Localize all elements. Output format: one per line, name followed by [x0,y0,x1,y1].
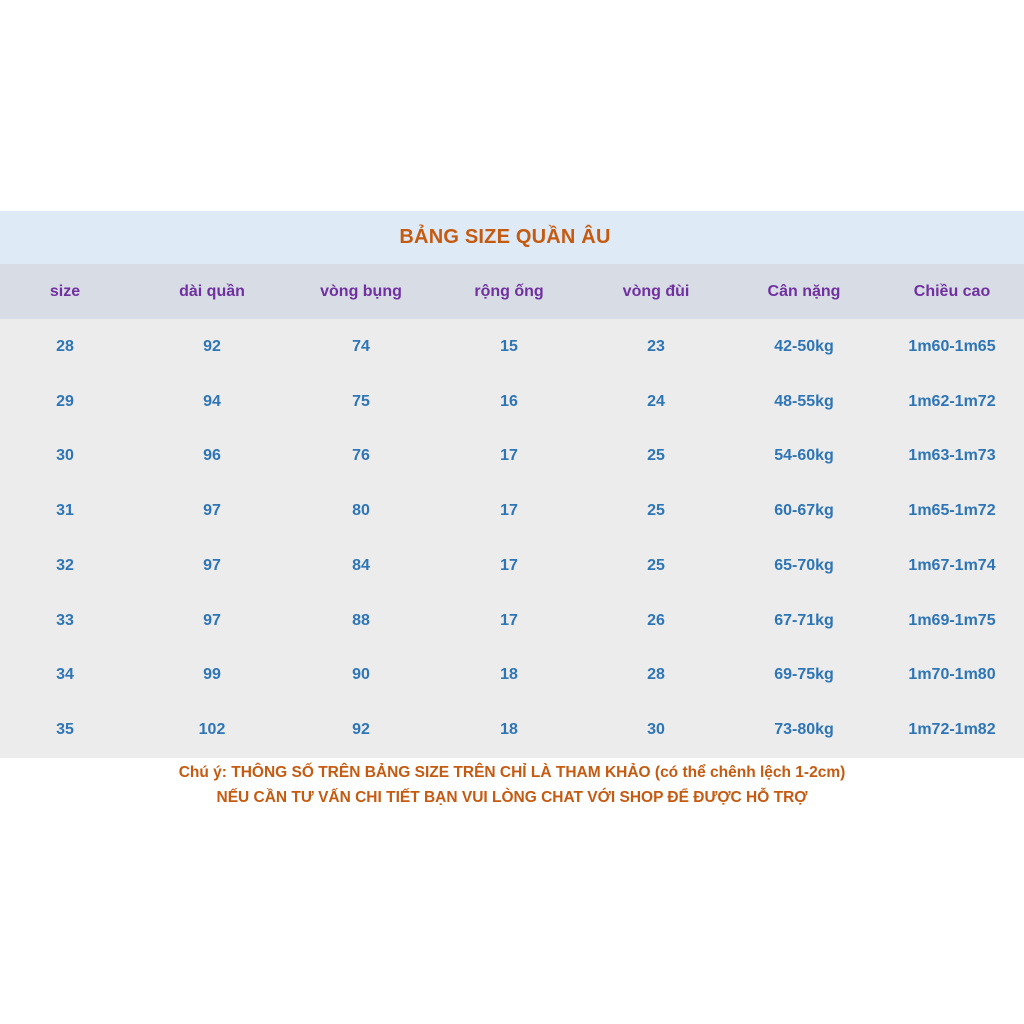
table-row [0,556,1024,576]
table-cell: 94 [203,392,221,410]
table-row [0,665,1024,685]
table-cell: 17 [500,447,518,465]
table-cell: 90 [352,666,370,684]
column-header: rộng ống [474,283,544,300]
table-cell: 73-80kg [774,720,834,738]
table-cell: 42-50kg [774,338,834,355]
table-cell: 33 [56,611,74,629]
table-cell: 1m69-1m75 [908,611,996,629]
table-cell: 30 [647,720,665,738]
table-cell: 16 [500,392,518,410]
table-cell: 67-71kg [774,611,834,629]
table-cell: 92 [203,338,221,355]
table-cell: 88 [352,611,370,629]
table-cell: 75 [352,392,370,410]
table-cell: 48-55kg [774,392,834,410]
note-line-2: NẾU CẦN TƯ VẤN CHI TIẾT BẠN VUI LÒNG CHAT VỚI SHOP ĐỂ ĐƯỢC HỖ TRỢ [216,789,808,806]
table-cell: 76 [352,447,370,465]
table-cell: 96 [203,447,221,465]
table-cell: 1m63-1m73 [908,447,996,465]
table-title: BẢNG SIZE QUẦN ÂU [399,226,611,248]
table-cell: 17 [500,502,518,520]
table-cell: 92 [352,720,370,738]
table-cell: 1m65-1m72 [908,502,996,520]
table-cell: 29 [56,392,74,410]
table-cell: 28 [647,666,665,684]
table-row [0,392,1024,412]
table-cell: 25 [647,447,665,465]
table-cell: 23 [647,338,665,355]
table-cell: 1m70-1m80 [908,666,996,684]
table-row [0,337,1024,357]
table-cell: 26 [647,611,665,629]
column-header: vòng đùi [622,283,690,300]
column-header: vòng bụng [320,283,402,300]
table-cell: 25 [647,556,665,574]
table-cell: 34 [56,666,74,684]
table-cell: 30 [56,447,74,465]
table-row [0,501,1024,521]
table-cell: 35 [56,720,74,738]
table-cell: 97 [203,611,221,629]
table-cell: 102 [198,720,226,738]
table-cell: 31 [56,502,74,520]
table-cell: 99 [203,666,221,684]
table-cell: 17 [500,556,518,574]
table-row [0,446,1024,466]
table-body [0,319,1024,758]
note-line-1: Chú ý: THÔNG SỐ TRÊN BẢNG SIZE TRÊN CHỈ LÀ THAM KHẢO (có thể chênh lệch 1-2cm) [178,764,846,781]
table-cell: 18 [500,720,518,738]
table-cell: 1m72-1m82 [908,720,996,738]
table-cell: 1m62-1m72 [908,392,996,410]
table-cell: 65-70kg [774,556,834,574]
column-header: dài quần [179,283,245,300]
table-cell: 84 [352,556,370,574]
table-cell: 54-60kg [774,447,834,465]
table-row [0,611,1024,631]
table-cell: 60-67kg [774,502,834,520]
table-cell: 25 [647,502,665,520]
column-header: Chiều cao [913,283,991,300]
table-cell: 80 [352,502,370,520]
table-cell: 18 [500,666,518,684]
table-cell: 1m67-1m74 [908,556,996,574]
table-cell: 69-75kg [774,666,834,684]
table-row [0,720,1024,740]
header-row [0,264,1024,319]
table-cell: 17 [500,611,518,629]
table-cell: 24 [647,392,665,410]
table-cell: 15 [500,338,518,355]
column-header: size [49,283,81,300]
table-cell: 28 [56,338,74,355]
table-cell: 1m60-1m65 [908,338,996,355]
table-cell: 32 [56,556,74,574]
title-band [0,211,1024,264]
table-cell: 74 [352,338,370,355]
column-header: Cân nặng [767,283,841,300]
table-cell: 97 [203,556,221,574]
table-cell: 97 [203,502,221,520]
